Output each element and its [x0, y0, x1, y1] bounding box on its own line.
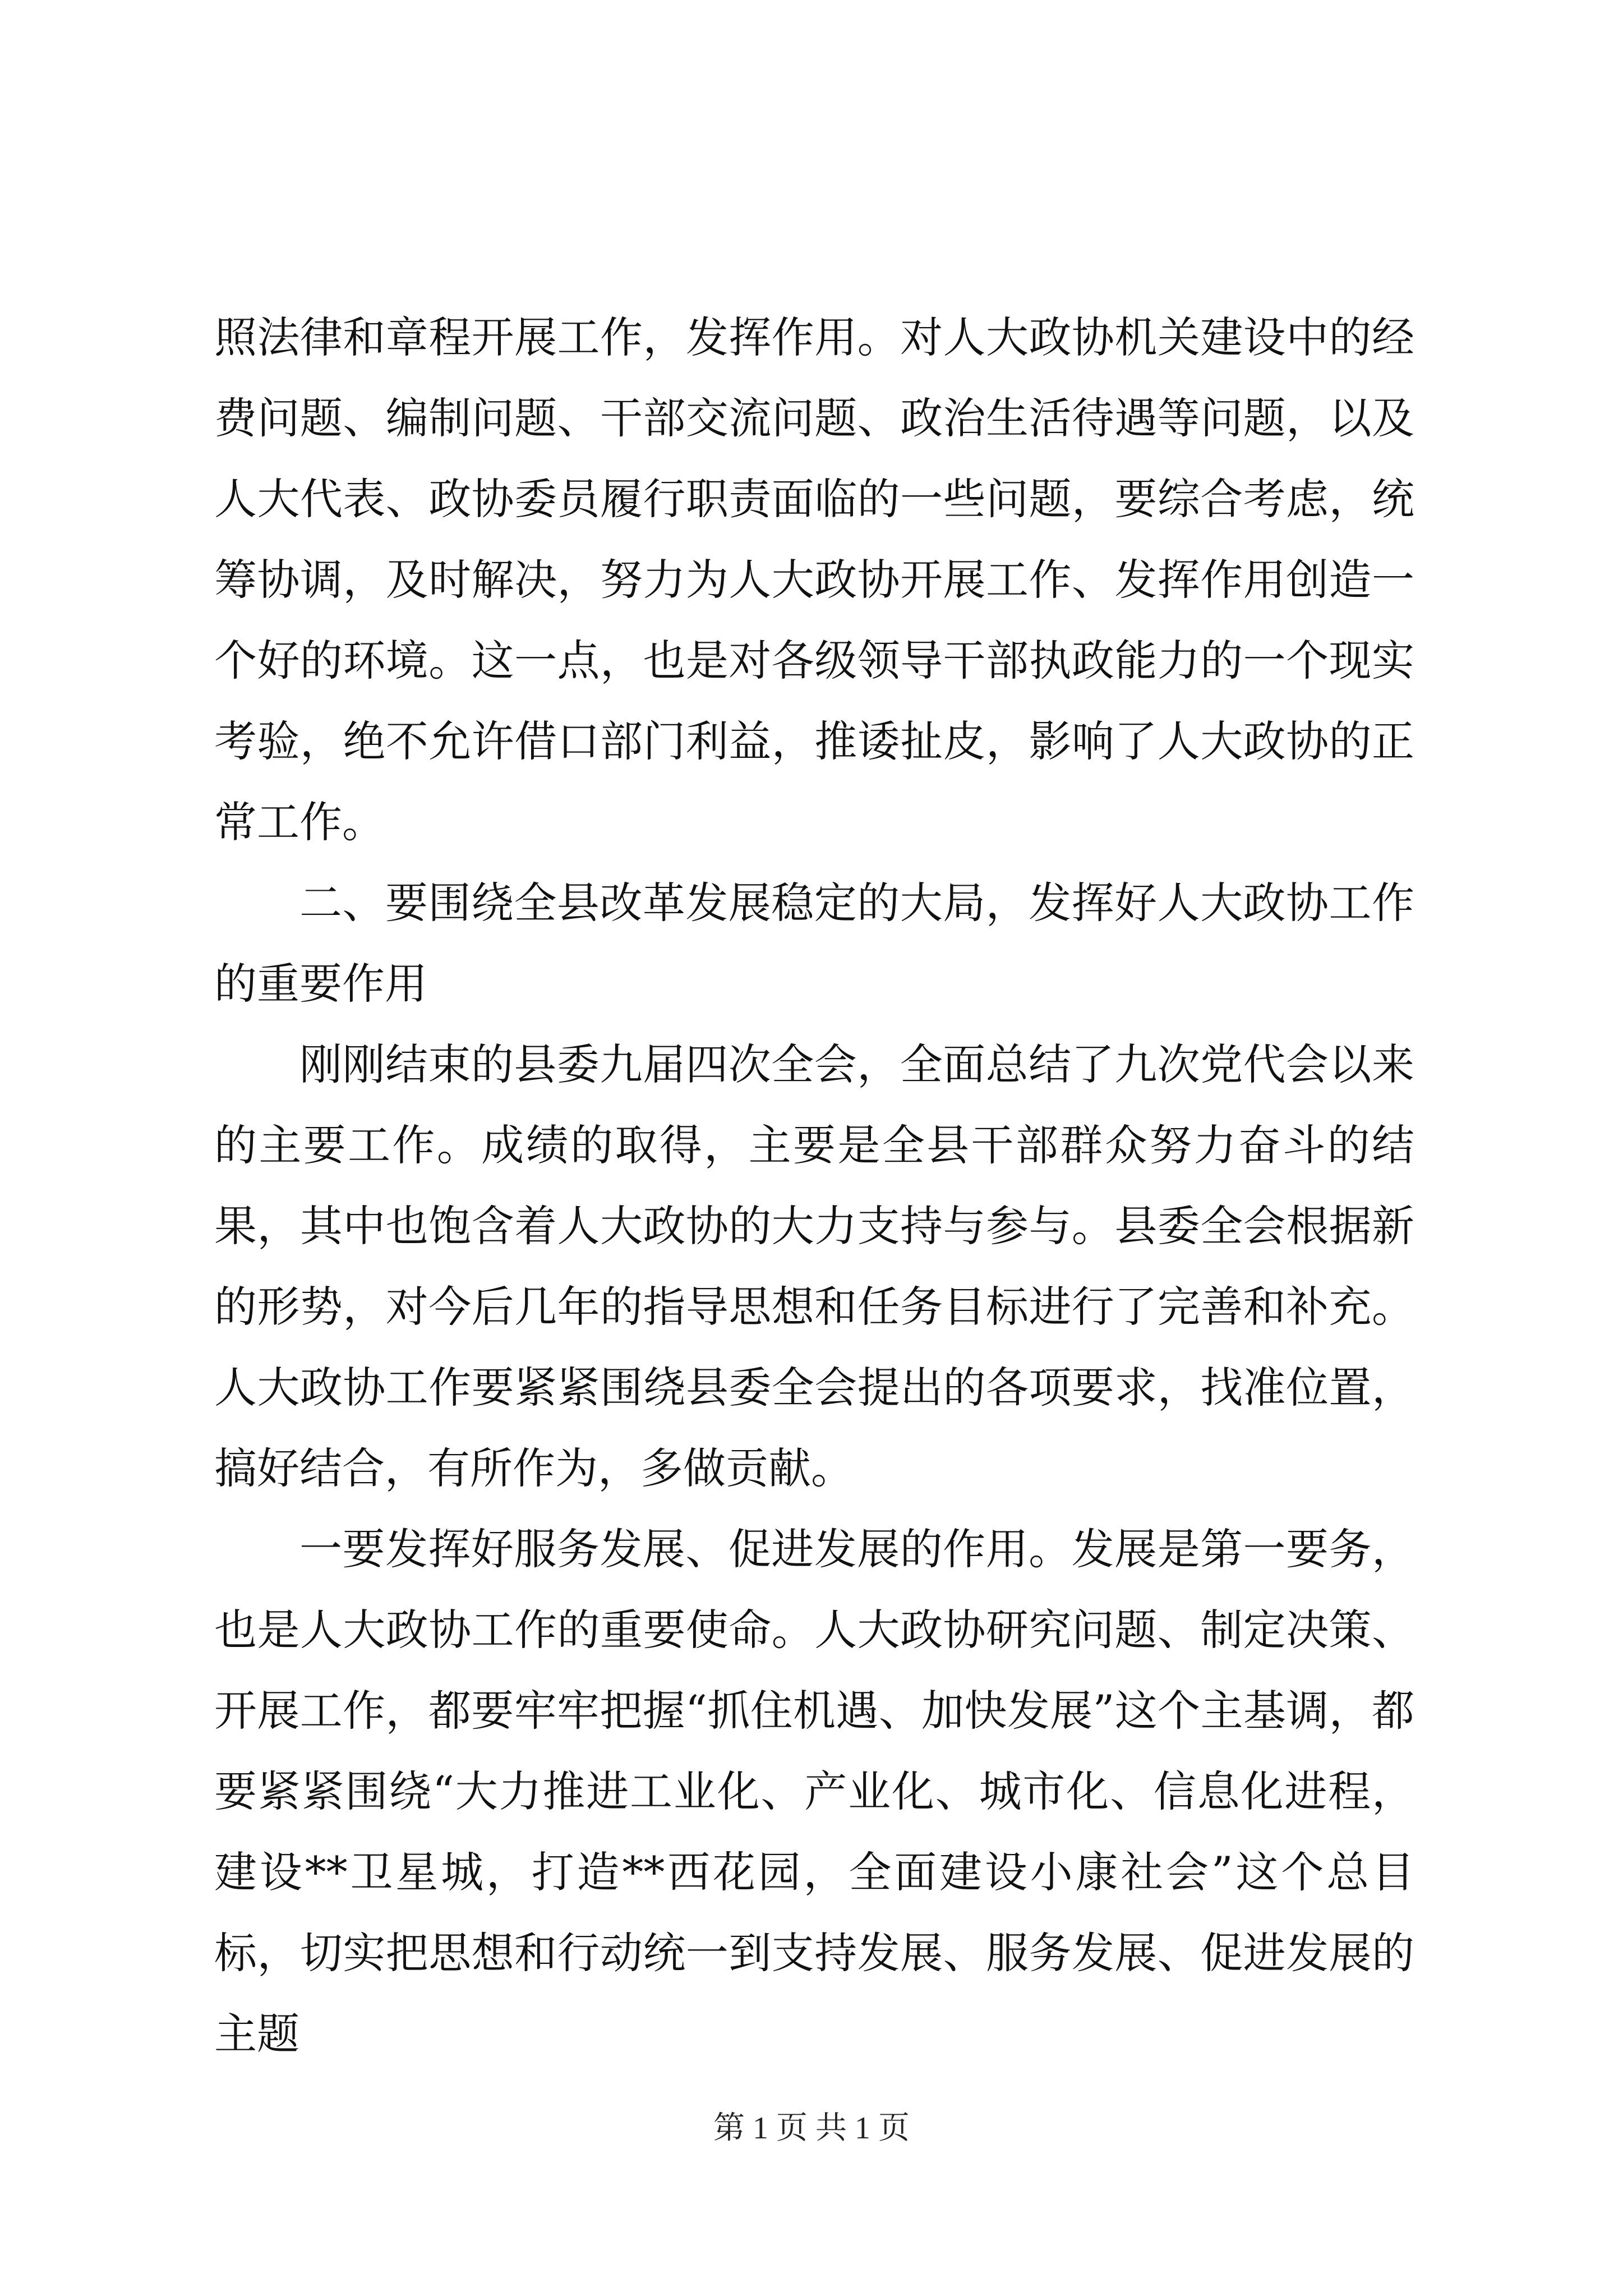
page-footer: 第 1 页 共 1 页 [713, 2111, 910, 2146]
document-body [214, 297, 1414, 2074]
paragraph-continuation: 照法律和章程开展工作，发挥作用。对人大政协机关建设中的经费问题、编制问题、干部交流问题、政治生活待遇等问题，以及人大代表、政协委员履行职责面临的一些问题，要综合考虑，统筹协调，及时解决，努力为人大政协开展工作、发挥作用创造一个好的环境。这一点，也是对各级领导干部执政能力的一个现实考验，绝不允许借口部门利益，推诿扯皮，影响了人大政协的正常工作。 [214, 312, 1414, 847]
paragraph: 刚刚结束的县委九届四次全会，全面总结了九次党代会以来的主要工作。成绩的取得，主要是全县干部群众努力奋斗的结果，其中也饱含着人大政协的大力支持与参与。县委全会根据新的形势，对今后几年的指导思想和任务目标进行了完善和补充。人大政协工作要紧紧围绕县委全会提出的各项要求，找准位置，搞好结合，有所作为，多做贡献。 [214, 1039, 1414, 1493]
paragraph: 一要发挥好服务发展、促进发展的作用。发展是第一要务，也是人大政协工作的重要使命。人大政协研究问题、制定决策、开展工作，都要牢牢把握“抓住机遇、加快发展”这个主基调，都要紧紧围绕“大力推进工业化、产业化、城市化、信息化进程，建设**卫星城，打造**西花园，全面建设小康社会”这个总目标，切实把思想和行动统一到支持发展、服务发展、促进发展的主题 [214, 1524, 1414, 2059]
section-heading: 二、要围绕全县改革发展稳定的大局，发挥好人大政协工作的重要作用 [214, 878, 1414, 1009]
